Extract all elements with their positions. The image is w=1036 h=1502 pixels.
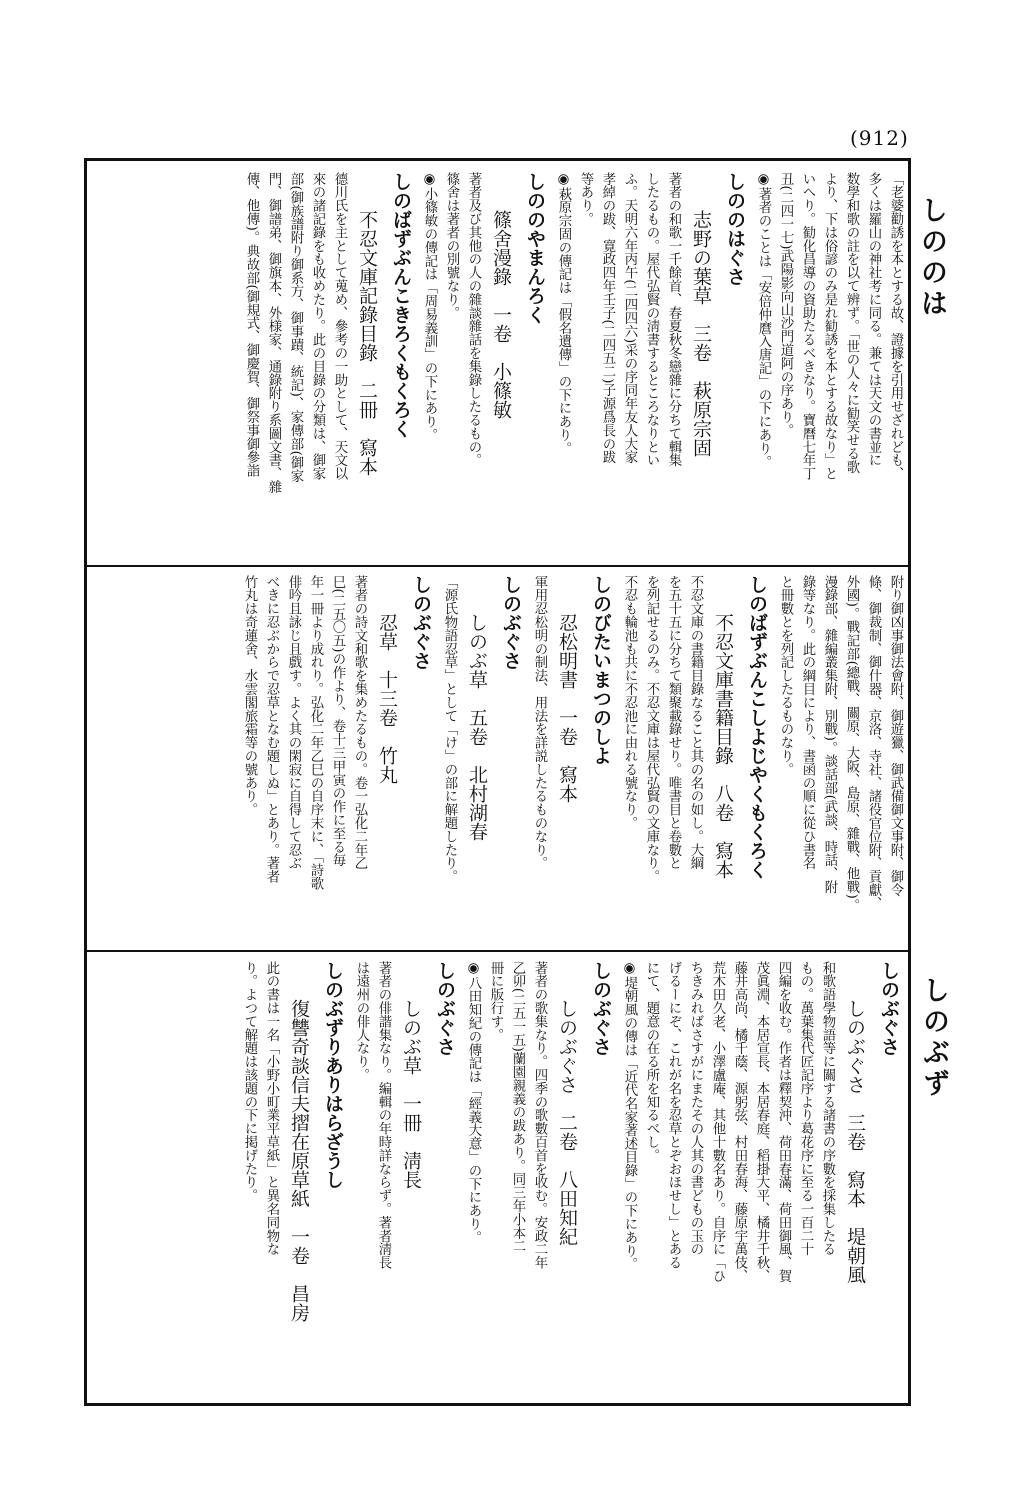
band-divider-2 xyxy=(84,950,911,952)
text-line: いへり。勧化昌導の資助たるべきなり。寶曆七年丁 xyxy=(800,172,815,481)
entry-title: 忍草 十三卷 竹丸 xyxy=(376,613,398,784)
text-line: 藤井高尚、橘千蔭、源躬弦、村田春海、藤原宇萬伎、 xyxy=(732,961,747,1283)
entry-title: 忍松明書 一卷 寫本 xyxy=(556,613,578,803)
text-band-bottom xyxy=(94,961,906,1395)
entry-title: 復讐奇談信夫摺在原草紙 一卷 昌房 xyxy=(288,999,310,1322)
text-line: 著者の歌集なり。四季の歌數百首を收む。安政二年 xyxy=(532,961,547,1270)
text-line: もの。萬葉集代匠記序より葛花序に至る一百二十 xyxy=(798,961,813,1256)
entry-headword: しのぶずりありはらざうし xyxy=(322,961,344,1189)
text-line: より、下は俗諺のみ是れ勧誘を本とする故なり」と xyxy=(822,172,837,481)
text-line: 竹丸は奇蓮舍、水雲閣旅霜等の號あり。 xyxy=(242,575,257,817)
text-line: げるーにぞ、これが名を忍草とぞおほせし」とある xyxy=(666,961,681,1270)
entry-title: 篠舍漫錄 一卷 小篠敏 xyxy=(490,210,512,419)
text-line: 冊に版行す。 xyxy=(488,961,503,1042)
entry-title: しのぶ草 一冊 淸長 xyxy=(400,999,422,1189)
entry-title: 不忍文庫記錄目錄 二冊 寫本 xyxy=(356,210,378,476)
text-line: 部(御族譜附り御系方、御事蹟、統記)、家傳部(御家 xyxy=(288,172,303,483)
entry-headword: しのびたいまつのしよ xyxy=(590,575,612,765)
entry-title: しのぶぐさ 三卷 寫本 堤朝風 xyxy=(844,999,866,1284)
running-head-top: しののは xyxy=(916,196,947,320)
running-head-bottom: しのぶず xyxy=(918,976,949,1100)
text-band-top xyxy=(94,172,906,556)
text-line: 著者の俳諧集なり。編輯の年時詳ならず。著者淸長 xyxy=(376,961,391,1270)
text-line: ◉萩原宗固の傳記は「假名遺傳」の下にあり。 xyxy=(556,172,571,455)
text-line: 乙卯(二五一五)蘭園親義の跋あり。同三年小本二 xyxy=(510,961,525,1253)
entry-headword: しののはぐさ xyxy=(724,172,746,286)
text-line: 丑(二四一七)武陽影向山沙門道阿の序あり。 xyxy=(778,172,793,438)
text-line: を五十五に分ちて類聚載錄せり。唯書目と卷數と xyxy=(666,575,681,870)
text-line: 著者の詩文和歌を集めたるもの。卷一弘化二年乙 xyxy=(352,575,367,870)
entry-headword: しのばずぶんこきろくもくろく xyxy=(390,172,412,438)
text-line: にて、題意の在る所を知るべし。 xyxy=(644,961,659,1162)
text-line: 年一冊より成れり。弘化二年乙巳の自序末に、「詩歌 xyxy=(308,575,323,890)
entry-headword: しのぶぐさ xyxy=(434,961,456,1056)
text-line: 著者の和歌一千餘首、春夏秋冬戀雜に分ちて輯集 xyxy=(666,172,681,467)
entry-headword: しのばずぶんこしよじやくもくろく xyxy=(746,575,768,879)
text-line: 錄等なり。此の綱目により、書函の順に從ひ書名 xyxy=(800,575,815,870)
text-line: 漫錄部、雜編叢集附、別戰)。談話部(武談、時話、附 xyxy=(822,575,837,894)
text-line: 多くは羅山の神社考に同る。兼ては天文の書並に xyxy=(866,172,881,467)
text-line: 茂眞淵、本居宣長、本居春庭、稻掛大平、橘井千秋、 xyxy=(754,961,769,1283)
text-line: 著者及び其他の人の雜談雜話を集錄したるもの。 xyxy=(466,172,481,467)
text-line: 数學和歌の註を以て辨ず。「世の人々に勧笑せる歌 xyxy=(844,172,859,474)
text-line: ちきみればさすがにまたその人其の書どもの玉の xyxy=(688,961,703,1256)
text-line: は遠州の俳人なり。 xyxy=(354,961,369,1082)
text-line: ふ。天明六年丙午(二四四六)采の序同年友人大家 xyxy=(622,172,637,464)
entry-headword: しのぶぐさ xyxy=(410,575,432,670)
entry-headword: しのぶぐさ xyxy=(590,961,612,1056)
text-line: と冊數とを列記したるものなり。 xyxy=(778,575,793,776)
text-line: ◉著者のことは「安倍仲麿入唐記」の下にあり。 xyxy=(756,172,771,469)
text-line: べきに忍ぶからで忍草となむ題しぬ」とあり。著者 xyxy=(264,575,279,884)
text-line: 不忍文庫の書籍目錄なること其の名の如し。大綱 xyxy=(688,575,703,870)
text-line: 和歌語學物語等に關する諸書の序數を採集したる xyxy=(820,961,835,1256)
text-line: 等あり。 xyxy=(578,172,593,226)
text-line: り。よつて解題は該題の下に掲げたり。 xyxy=(242,961,257,1203)
page-number: (912) xyxy=(850,126,909,150)
entry-title: しのぶ草 五卷 北村湖春 xyxy=(466,613,488,841)
text-line: 附り御凶事御法會附、御遊獵、御武備御文事附、御令 xyxy=(888,575,903,897)
entry-title: 不忍文庫書籍目錄 八卷 寫本 xyxy=(712,613,734,879)
text-line: 德川氏を主として蒐め、參考の一助として、天文以 xyxy=(332,172,347,481)
text-line: 外國)。戰記部(總戰、關原、大阪、島原、雜戰、他戰)。 xyxy=(844,575,859,913)
entry-headword: しのぶぐさ xyxy=(878,961,900,1056)
text-line: 俳吟且詠じ且戲す。よく其の閑寂に自得して忍ぶ xyxy=(286,575,301,870)
entry-headword: しののやまんろく xyxy=(524,172,546,324)
text-line: 傳、他傳)。典故部(御規式、御慶賀、御祭事御參詣 xyxy=(244,172,259,478)
band-divider-1 xyxy=(84,565,911,567)
entry-title: 志野の葉草 三卷 萩原宗固 xyxy=(690,210,712,457)
text-line: 篠舍は著者の別號なり。 xyxy=(444,172,459,320)
text-line: 荒木田久老、小澤盧庵、其他十數名あり。自序に「ひ xyxy=(710,961,725,1283)
text-line: 不忍も輪池も共に不忍池に由れる號なり。 xyxy=(622,575,637,830)
text-line: 「源氏物語忍草」として「け」の部に解題したり。 xyxy=(442,575,457,884)
text-line: 孝綽の跋、寛政四年壬子(二四五二)子源爲長の跋 xyxy=(600,172,615,464)
text-line: ◉八田知紀の傳記は「經義大意」の下にあり。 xyxy=(466,961,481,1244)
text-line: 「老婆勸誘を本とする故、證據を引用せざれども、 xyxy=(888,172,903,481)
entry-headword: しのぶぐさ xyxy=(500,575,522,670)
text-line: ◉小篠敏の傳記は「周易義訓」の下にあり。 xyxy=(422,172,437,442)
text-line: ◉堤朝風の傳は「近代名家著述目錄」の下にあり。 xyxy=(622,961,637,1271)
text-line: を列記せるのみ。不忍文庫は屋代弘賢の文庫なり。 xyxy=(644,575,659,884)
text-line: 條、御裁制、御什器、京洛、寺社、諸役官位附、貢獻、 xyxy=(866,575,881,910)
text-line: 四編を收む。作者は釋契沖、荷田春滿、荷田御風、賀 xyxy=(776,961,791,1283)
text-line: 此の書は一名「小野小町業平草紙」と異名同物な xyxy=(264,961,279,1256)
text-line: 門、御譜弟、御旗本、外様家、通錄附り系圖文書、雜 xyxy=(266,172,281,494)
text-line: 軍用忍松明の制法、用法を詳説したるものなり。 xyxy=(532,575,547,870)
text-line: したるもの。屋代弘賢の淸書するところなりとい xyxy=(644,172,659,467)
text-band-middle xyxy=(94,575,906,941)
text-line: 巳(二五〇五)の作より、卷十三甲寅の作に至る毎 xyxy=(330,575,345,867)
text-line: 來の諸記錄をも收めたり。此の目錄の分類は、御家 xyxy=(310,172,325,481)
entry-title: しのぶぐさ 二卷 八田知紀 xyxy=(556,999,578,1246)
